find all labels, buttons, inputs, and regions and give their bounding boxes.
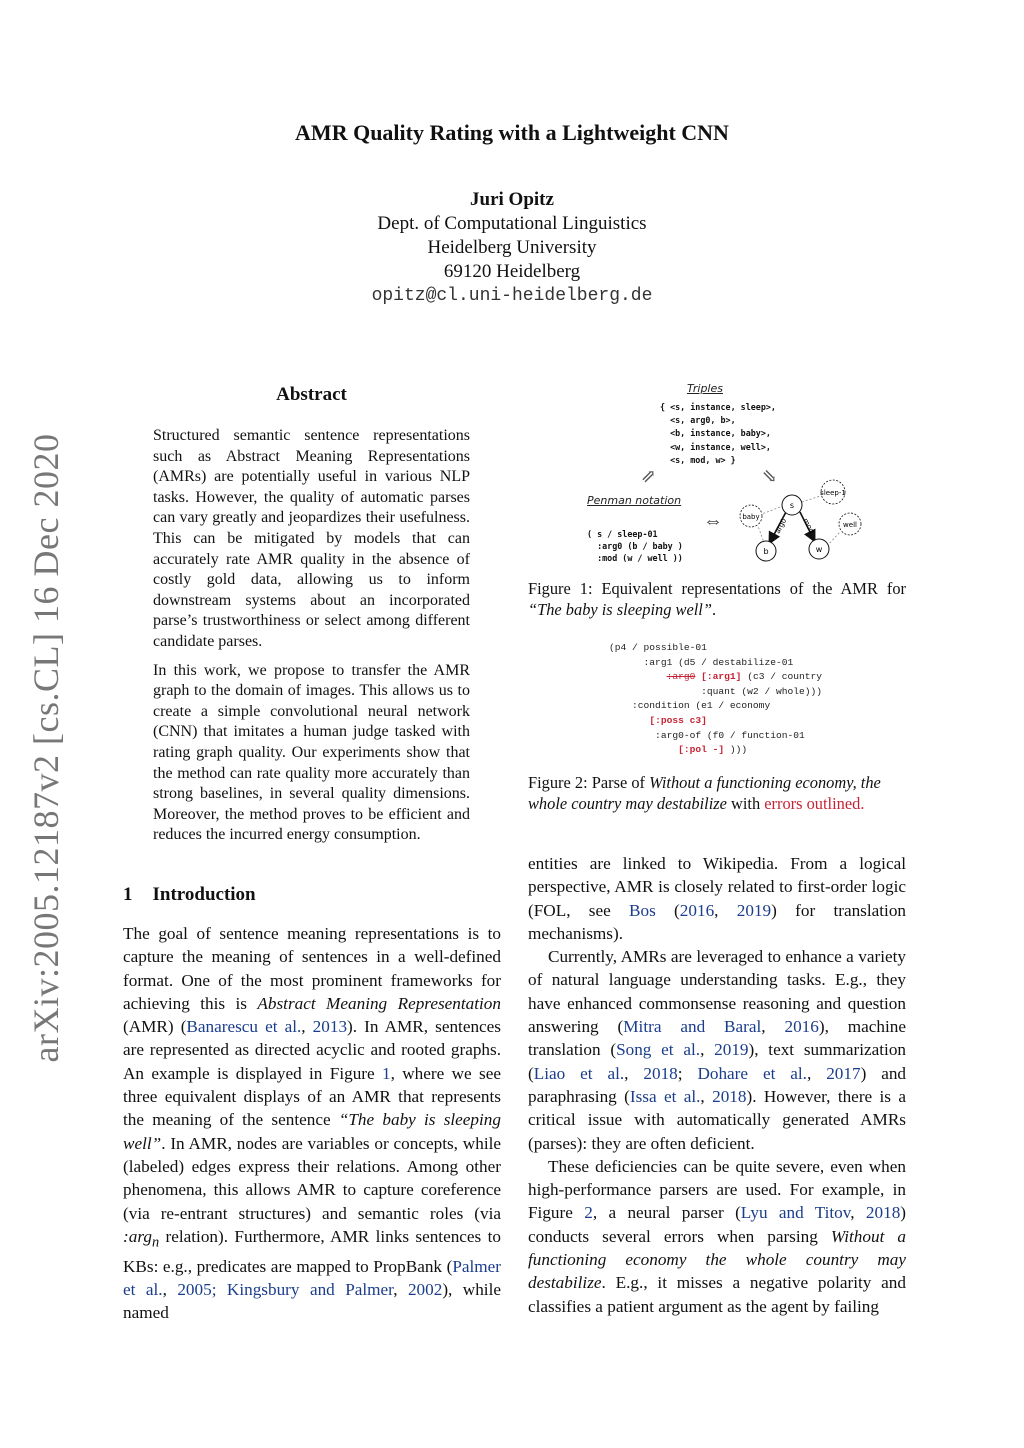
triples-label: Triples	[687, 382, 723, 395]
citation-link[interactable]: 2013	[312, 1017, 348, 1037]
introduction-text	[123, 922, 501, 1324]
section-title: Introduction	[152, 884, 256, 905]
corrected-argument: [:arg1]	[695, 671, 742, 683]
author-email[interactable]: opitz@cl.uni-heidelberg.de	[371, 286, 653, 306]
arrow-icon: ⇗	[641, 466, 657, 486]
author-city: 69120 Heidelberg	[443, 261, 581, 282]
right-column-text	[528, 852, 906, 1318]
equivalence-arrow-icon: ⇔	[703, 510, 723, 532]
figure-2-parse: (p4 / possible-01 :arg1 (d5 / destabilize-01 :arg0 [:arg1] (c3 / country :quant (w2 / whole))) :condition (e1 / economy [:poss c3] :arg0-of (f0 / function-01 [:pol -] )))	[609, 642, 823, 756]
citation-link[interactable]: 2005; Kingsbury and Palmer	[177, 1279, 394, 1299]
abstract-paragraph-2: In this work, we propose to transfer the AMR graph to the domain of images. This allows us to create a simple convolutional neural network (CNN) that imitates a human judge tasked with rating graph quality. Our experiments show that the method can rate quality more accurately than strong baselines, in several quality dimensions. Moreover, the method proves to be efficient and reduces the incurred energy consumption.	[153, 661, 470, 844]
author-dept: Dept. of Computational Linguistics	[377, 213, 647, 234]
edge-label-arg0: arg0	[773, 517, 789, 535]
citation-link[interactable]: 2016	[784, 1017, 819, 1037]
citation-link[interactable]: 2017	[826, 1063, 861, 1083]
figure-ref-link[interactable]: 1	[382, 1063, 391, 1083]
citation-link[interactable]: 2018	[643, 1063, 678, 1083]
svg-text:s: s	[789, 501, 795, 510]
citation-link[interactable]: 2018	[712, 1086, 747, 1106]
missing-polarity: [:pol -]	[678, 744, 725, 756]
arxiv-identifier: arXiv:2005.12187v2 [cs.CL] 16 Dec 2020	[26, 433, 66, 1063]
svg-text:w: w	[815, 545, 823, 554]
triples-list: { <s, instance, sleep>, <s, arg0, b>, <b, instance, baby>, <w, instance, well>, <s, mod, w> }	[660, 402, 776, 465]
citation-link[interactable]: Dohare et al.	[697, 1063, 807, 1083]
svg-text:well: well	[843, 521, 857, 529]
citation-link[interactable]: Issa et al.	[629, 1086, 701, 1106]
arrow-icon: ⇘	[762, 466, 778, 486]
citation-link[interactable]: Liao et al.	[533, 1063, 625, 1083]
struck-argument: :arg0	[666, 671, 696, 683]
citation-link[interactable]: 2002	[407, 1279, 443, 1299]
instance-edge	[827, 532, 840, 546]
amr-graph	[730, 476, 870, 566]
edge-label-mod: mod	[801, 517, 816, 535]
section-number: 1	[123, 884, 133, 905]
citation-link[interactable]: Song et al.	[616, 1040, 701, 1060]
penman-notation: ( s / sleep-01 :arg0 (b / baby ) :mod (w / well ))	[587, 529, 683, 564]
figure-1-caption: Figure 1: Equivalent representations of the AMR for “The baby is sleeping well”.	[528, 579, 906, 619]
introduction-paragraph: The goal of sentence meaning representations is to capture the meaning of sentences in a well-defined format. One of the most prominent frameworks for achieving this is Abstract Meaning Representation (AMR) (Banarescu et al., 2013). In AMR, sentences are represented as directed acyclic and rooted graphs. An example is displayed in Figure 1, where we see three equivalent displays of an AMR that represents the meaning of the sentence “The baby is sleeping well”. In AMR, nodes are variables or concepts, while (labeled) edges express their relations. Among other phenomena, this allows AMR to capture coreference (via re-entrant structures) and semantic roles (via :arg$_n$ relation). Furthermore, AMR links sentences to KBs: e.g., predicates are mapped to PropBank (Palmer et al., 2005; Kingsbury and Palmer, 2002), while named	[123, 924, 502, 1323]
citation-link[interactable]: 2019	[714, 1040, 749, 1060]
abstract-heading: Abstract	[276, 384, 347, 405]
paper-title: AMR Quality Rating with a Lightweight CNN	[295, 120, 729, 145]
figure-ref-link[interactable]: 2	[584, 1203, 593, 1223]
instance-edge	[802, 496, 820, 502]
svg-text:baby: baby	[742, 513, 760, 521]
missing-relation: [:poss c3]	[649, 714, 707, 726]
penman-label: Penman notation	[587, 494, 682, 507]
citation-link[interactable]: 2018	[865, 1203, 901, 1223]
figure-2-caption: Figure 2: Parse of Without a functioning economy, the whole country may destabilize with errors outlined.	[528, 773, 881, 813]
author-block	[0, 188, 1024, 308]
citation-link[interactable]: Palmer et al.	[123, 1256, 501, 1299]
right-paragraph-3: These deficiencies can be quite severe, even when high-performance parsers are used. For example, in Figure 2, a neural parser (Lyu and Titov, 2018) conducts several errors when parsing Without a functioning economy the whole country may destabilize. E.g., it misses a negative polarity and classifies a patient argument as the agent by failing	[528, 1156, 907, 1316]
author-university: Heidelberg University	[427, 237, 597, 258]
section-heading-introduction	[123, 884, 256, 906]
citation-link[interactable]: 2016	[679, 900, 715, 920]
citation-link[interactable]: 2019	[736, 900, 772, 920]
abstract-paragraph-1: Structured semantic sentence representations such as Abstract Meaning Representations (AMRs) are potentially useful in various NLP tasks. However, the quality of automatic parses can vary greatly and jeopardizes their usefulness. This can be mitigated by models that can accurately rate AMR quality in the absence of costly gold data, allowing us to inform downstream systems about an incorporated parse’s trustworthiness or select among different candidate parses.	[153, 427, 470, 650]
right-paragraph-1: entities are linked to Wikipedia. From a logical perspective, AMR is closely related to first-order logic (FOL, see Bos (2016, 2019) for translation mechanisms).	[528, 854, 907, 943]
svg-text:sleep-1: sleep-1	[820, 489, 846, 497]
svg-text:b: b	[763, 547, 769, 556]
author-name: Juri Opitz	[470, 189, 554, 210]
right-paragraph-2: Currently, AMRs are leveraged to enhance a variety of natural language understanding tasks. E.g., they have enhanced commonsense reasoning and question answering (Mitra and Baral, 2016), machine translation (Song et al., 2019), text summarization (Liao et al., 2018; Dohare et al., 2017) and paraphrasing (Issa et al., 2018). However, there is a critical issue with automatically generated AMRs (parses): they are often deficient.	[528, 947, 907, 1153]
citation-link[interactable]: Bos	[629, 900, 656, 920]
abstract-body	[153, 426, 470, 854]
citation-link[interactable]: Banarescu et al.	[186, 1017, 302, 1037]
citation-link[interactable]: Lyu and Titov	[740, 1203, 851, 1223]
instance-edge	[762, 507, 780, 514]
citation-link[interactable]: Mitra and Baral	[623, 1017, 762, 1037]
